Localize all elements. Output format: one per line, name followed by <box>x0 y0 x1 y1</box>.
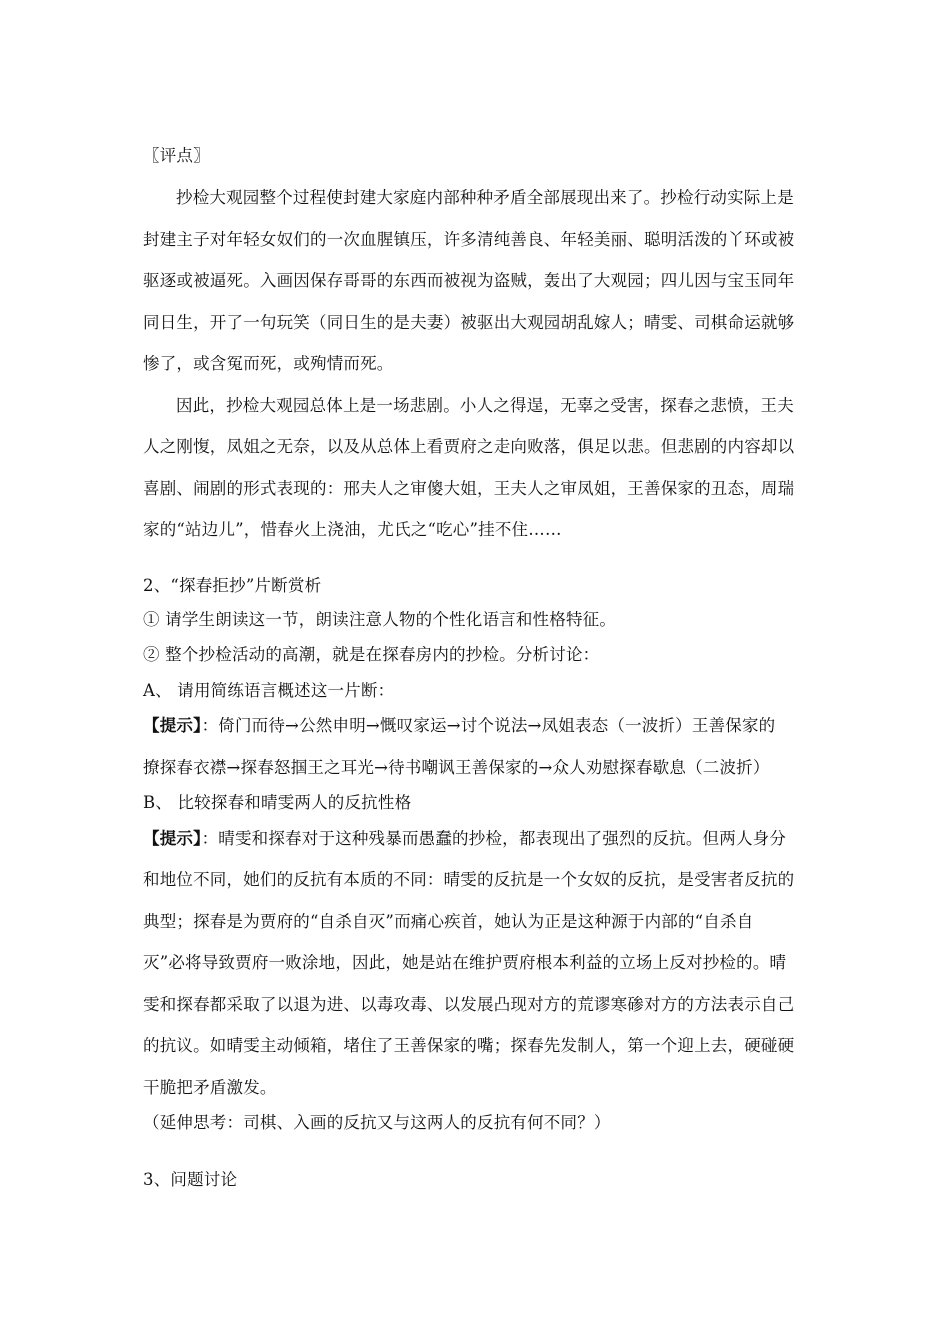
extension-question: （延伸思考：司棋、入画的反抗又与这两人的反抗有何不同？） <box>143 1113 611 1132</box>
review-heading: 〖评点〗 <box>143 146 210 165</box>
review-paragraph-1-line-1: 抄检大观园整个过程使封建大家庭内部种种矛盾全部展现出来了。抄检行动实际上是 <box>176 188 794 207</box>
list-item-a: A、 请用简练语言概述这一片断： <box>143 681 395 700</box>
hint-b-line-1 <box>143 829 786 849</box>
list-item-2: ② 整个抄检活动的高潮，就是在探春房内的抄检。分析讨论： <box>143 645 600 664</box>
review-paragraph-2-line-3: 喜剧、闹剧的形式表现的：邢夫人之审傻大姐，王夫人之审凤姐，王善保家的丑态，周瑞 <box>143 479 795 498</box>
review-paragraph-1-line-3: 驱逐或被逼死。入画因保存哥哥的东西而被视为盗贼，轰出了大观园；四儿因与宝玉同年 <box>143 271 795 290</box>
hint-b-text: ：晴雯和探春对于这种残暴而愚蠢的抄检，都表现出了强烈的反抗。但两人身分 <box>201 829 787 848</box>
hint-b-line-6: 的抗议。如晴雯主动倾箱，堵住了王善保家的嘴；探春先发制人，第一个迎上去，硬碰硬 <box>143 1036 795 1055</box>
review-paragraph-1-line-2: 封建主子对年轻女奴们的一次血腥镇压，许多清纯善良、年轻美丽、聪明活泼的丫环或被 <box>143 230 795 249</box>
review-paragraph-1-line-5: 惨了，或含冤而死，或殉情而死。 <box>143 354 394 373</box>
hint-a-line-1 <box>143 716 775 736</box>
section-2-title: 2、“探春拒抄”片断赏析 <box>143 576 322 595</box>
list-item-b: B、 比较探春和晴雯两人的反抗性格 <box>143 793 412 812</box>
review-paragraph-1-line-4: 同日生，开了一句玩笑（同日生的是夫妻）被驱出大观园胡乱嫁人；晴雯、司棋命运就够 <box>143 313 795 332</box>
hint-b-line-5: 雯和探春都采取了以退为进、以毒攻毒、以发展凸现对方的荒谬寒碜对方的方法表示自己 <box>143 995 795 1014</box>
hint-a-line-2: 撩探春衣襟→探春怒掴王之耳光→待书嘲讽王善保家的→众人劝慰探春歇息（二波折） <box>143 758 770 777</box>
hint-a-text: ：倚门而待→公然申明→慨叹家运→讨个说法→凤姐表态（一波折）王善保家的 <box>201 716 776 735</box>
hint-label: 【提示】 <box>143 716 202 735</box>
review-paragraph-2-line-4: 家的“站边儿”，惜春火上浇油，尤氏之“吃心”挂不住…… <box>143 520 562 539</box>
hint-b-line-2: 和地位不同，她们的反抗有本质的不同：晴雯的反抗是一个女奴的反抗，是受害者反抗的 <box>143 870 795 889</box>
hint-label: 【提示】 <box>143 829 202 848</box>
review-paragraph-2-line-2: 人之刚愎，凤姐之无奈，以及从总体上看贾府之走向败落，俱足以悲。但悲剧的内容却以 <box>143 437 795 456</box>
hint-b-line-3: 典型；探春是为贾府的“自杀自灭”而痛心疾首，她认为正是这种源于内部的“自杀自 <box>143 912 754 931</box>
section-3-title: 3、问题讨论 <box>143 1170 238 1189</box>
list-item-1: ① 请学生朗读这一节，朗读注意人物的个性化语言和性格特征。 <box>143 610 617 629</box>
review-paragraph-2-line-1: 因此，抄检大观园总体上是一场悲剧。小人之得逞，无辜之受害，探春之悲愤，王夫 <box>176 396 794 415</box>
hint-b-line-4: 灭”必将导致贾府一败涂地，因此，她是站在维护贾府根本利益的立场上反对抄检的。晴 <box>143 953 787 972</box>
hint-b-line-7: 干脆把矛盾激发。 <box>143 1078 277 1097</box>
